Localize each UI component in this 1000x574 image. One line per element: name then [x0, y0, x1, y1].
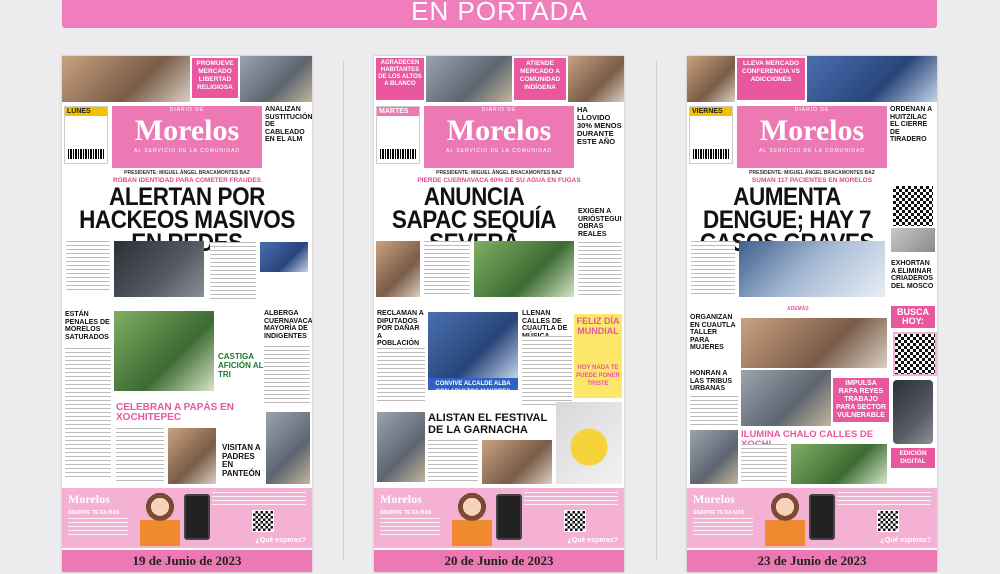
section-banner: EN PORTADA — [62, 0, 937, 28]
ad-tagline: SIEMPRE TE DA MÁS — [68, 510, 120, 516]
barcode-icon — [693, 149, 729, 159]
portrait-photo — [376, 241, 420, 297]
sub-headline: VISITAN A PADRES EN PANTEÓN — [222, 443, 261, 478]
ad-text — [380, 518, 440, 536]
event-photo — [168, 428, 216, 484]
phone-icon — [809, 494, 835, 540]
top-photo — [62, 56, 190, 102]
pink-headline: ILUMINA CHALO CALLES DE — [741, 429, 874, 440]
ad-question: ¿Qué esperas? — [880, 537, 931, 544]
ad-logo: Morelos — [693, 492, 735, 506]
front-page-1[interactable] — [62, 56, 312, 572]
edition-badge: EDICIÓN DIGITAL — [891, 448, 935, 468]
sub-headline: LLENAN CALLES DE CUAUTLA DE — [522, 310, 568, 332]
pink-headline: CELEBRAN A PAPÁS EN XOCHITEPEC — [116, 402, 234, 423]
kicker: PIERDE CUERNAVACA 60% DE SU AGUA EN FUGAS — [417, 177, 581, 184]
sub-headline: ESTÁN PENALES DE MORELOS SATURADOS — [65, 311, 110, 341]
masthead-name: Morelos — [446, 114, 552, 147]
qr-code-icon[interactable] — [893, 332, 937, 376]
ad-text — [524, 492, 618, 506]
front-page-3[interactable] — [687, 56, 937, 572]
portrait-photo — [741, 318, 887, 368]
side-headline: ANALIZAN SUSTITUCIÓN DE CABLEADO EN EL ALM — [265, 106, 312, 143]
masthead-slogan: AL SERVICIO DE LA COMUNIDAD — [446, 148, 552, 154]
article-text — [210, 242, 256, 302]
masthead-name: Morelos — [759, 114, 865, 147]
president-line: PRESIDENTE: MIGUEL ÁNGEL BRACAMONTES BAZ — [436, 170, 562, 176]
qr-code-icon[interactable] — [252, 510, 274, 532]
top-photo — [240, 56, 312, 102]
masthead-slogan: AL SERVICIO DE LA COMUNIDAD — [134, 148, 240, 154]
sub-headline: EXIGEN A URIÓSTEGUI OBRAS REALES — [578, 208, 622, 238]
article-text — [65, 348, 111, 478]
article-text — [377, 348, 425, 404]
article-text — [690, 396, 738, 426]
busca-hoy-badge: BUSCA HOY: — [891, 306, 935, 328]
top-teaser[interactable]: AGRADECEN HABITANTES DE LOS ALTOS A BLANCO — [376, 58, 424, 100]
phone-icon — [496, 494, 522, 540]
page-date: 20 de Junio de 2023 — [374, 550, 624, 572]
top-teaser[interactable]: LLEVA MERCADO CONFERENCIA VS ADICCIONES — [737, 58, 805, 100]
lede-text — [691, 241, 735, 297]
weekday: VIERNES — [690, 107, 732, 116]
page-date: 23 de Junio de 2023 — [687, 550, 937, 572]
side-headline: HA LLOVIDO 30% MENOS DURANTE ESTE AÑO — [577, 105, 622, 146]
sub-headline: RECLAMAN A DIPUTADOS POR DAÑAR A POBLACIÓN — [377, 310, 424, 347]
masthead — [737, 106, 887, 168]
top-photo — [807, 56, 937, 102]
side-photo — [690, 430, 738, 484]
ad-text — [68, 518, 128, 536]
sub-headline: ORGANIZAN EN CUAUTLA TALLER PARA MUJERES — [690, 314, 736, 351]
ad-logo: Morelos — [380, 492, 422, 506]
ad-text — [212, 492, 306, 506]
happy-day-text: HOY NADA TE PUEDE PONER TRISTE — [574, 362, 622, 398]
article-text — [741, 444, 787, 484]
ad-logo: Morelos — [68, 492, 110, 506]
page-divider — [656, 60, 657, 560]
front-page-2[interactable] — [374, 56, 624, 572]
weekday: MARTES — [377, 107, 419, 116]
article-text — [264, 346, 310, 406]
page-divider — [343, 60, 344, 560]
masthead-top: DIARIO DE — [481, 107, 517, 113]
top-photo — [568, 56, 624, 102]
fumigation-photo — [739, 241, 885, 297]
kicker: ROBAN IDENTIDAD PARA COMETER FRAUDES — [112, 177, 262, 184]
ad-model-photo — [140, 490, 180, 546]
masthead-top: DIARIO DE — [794, 107, 830, 113]
water-photo — [474, 241, 574, 297]
article-text — [522, 336, 572, 406]
photo-banner: CONVIVE ALCALDE ALBA CON ADULTOS MAYORES — [428, 378, 518, 390]
phone-icon — [184, 494, 210, 540]
barcode-icon — [68, 149, 104, 159]
street-photo — [791, 444, 887, 484]
ad-tagline: SIEMPRE TE DA MÁS — [380, 510, 432, 516]
subscription-ad[interactable] — [687, 488, 937, 548]
masthead — [112, 106, 262, 168]
masthead-top: DIARIO DE — [169, 107, 205, 113]
top-photo — [426, 56, 512, 102]
sub-headline: ALBERGA CUERNAVACA MAYORÍA DE INDIGENTES — [264, 310, 312, 340]
article-text — [116, 428, 164, 484]
happy-day-box: FELIZ DÍA MUNDIAL — [574, 314, 622, 362]
subscription-ad[interactable] — [374, 488, 624, 548]
ad-model-photo — [452, 490, 492, 546]
subscription-ad[interactable] — [62, 488, 312, 548]
page-date: 19 de Junio de 2023 — [62, 550, 312, 572]
sub-headline: EXHORTAN A ELIMINAR CRIADEROS DEL MOSCO — [891, 260, 934, 290]
top-teaser[interactable]: PROMUEVE MERCADO LIBERTAD RELIGIOSA — [192, 58, 238, 98]
main-headline: AUMENTA DENGUE; HAY 7 — [703, 183, 871, 234]
side-photo — [260, 242, 308, 272]
ad-question: ¿Qué esperas? — [255, 537, 306, 544]
article-text — [578, 242, 622, 298]
qr-code-icon[interactable] — [891, 184, 935, 228]
phone-icon — [893, 380, 933, 444]
ad-text — [693, 518, 753, 536]
main-headline: ALERTAN POR HACKEOS MASIVOS REDES — [79, 183, 295, 257]
hacker-photo — [114, 241, 204, 297]
side-photo — [377, 412, 425, 482]
sub-headline: ALISTAN EL FESTIVAL DE LA GARNACHA — [428, 412, 547, 436]
ad-tagline: SIEMPRE TE DA MÁS — [693, 510, 745, 516]
president-line: PRESIDENTE: MIGUEL ÁNGEL BRACAMONTES BAZ — [124, 170, 250, 176]
date-box — [376, 106, 420, 164]
masthead-slogan: AL SERVICIO DE LA COMUNIDAD — [759, 148, 865, 154]
sport-headline: CASTIGA AFICIÓN AL TRI — [218, 352, 264, 379]
weekday: LUNES — [65, 107, 107, 116]
side-headline: ORDENAN A HUITZILAC EL CIERRE DE TIRADERO — [890, 106, 932, 143]
side-photo — [266, 412, 310, 484]
qr-code-icon[interactable] — [564, 510, 586, 532]
food-photo — [482, 440, 552, 484]
top-teaser[interactable]: ATIENDE MERCADO A COMUNIDAD INDÍGENA — [514, 58, 566, 100]
date-box — [689, 106, 733, 164]
sub-headline: HONRAN A LAS TRIBUS URBANAS — [690, 370, 732, 392]
lede-text — [424, 241, 470, 297]
ad-question: ¿Qué esperas? — [567, 537, 618, 544]
qr-code-icon[interactable] — [877, 510, 899, 532]
date-box — [64, 106, 108, 164]
article-text — [428, 440, 478, 484]
main-headline: ANUNCIA SAPAC SEQUÍA — [391, 183, 557, 234]
top-photo — [687, 56, 735, 102]
event-photo — [428, 312, 518, 378]
pink-feature: IMPULSA RAFA REYES TRABAJO PARA SECTOR VULNERABLE — [833, 378, 889, 422]
event-photo — [741, 370, 831, 426]
soccer-photo — [114, 311, 214, 391]
masthead — [424, 106, 574, 168]
ad-model-photo — [765, 490, 805, 546]
emoji-photo — [556, 402, 622, 484]
kicker: SUMAN 117 PACIENTES EN MORELOS — [751, 177, 873, 184]
ad-text — [837, 492, 931, 506]
president-line: PRESIDENTE: MIGUEL ÁNGEL BRACAMONTES BAZ — [749, 170, 875, 176]
lede-text — [66, 241, 110, 291]
section-label: ADEMÁS — [787, 306, 809, 312]
masthead-name: Morelos — [134, 114, 240, 147]
barcode-icon — [380, 149, 416, 159]
mosquito-photo — [891, 228, 935, 252]
